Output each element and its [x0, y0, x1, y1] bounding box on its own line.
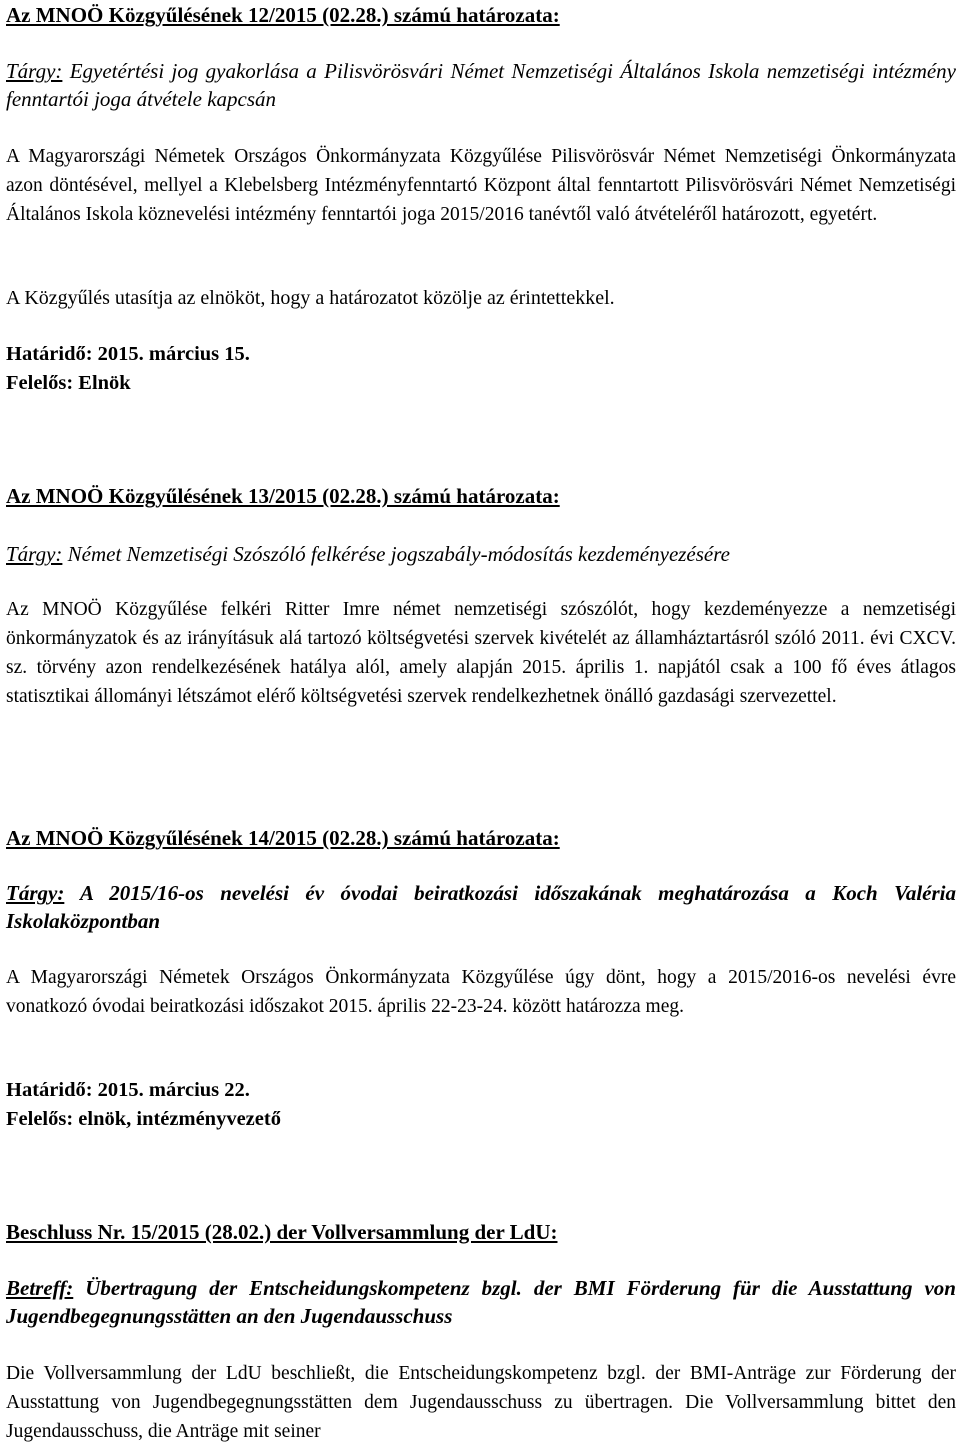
res15-subject-label: Betreff: — [6, 1276, 74, 1300]
res12-deadline: Határidő: 2015. március 15. — [6, 343, 250, 365]
res15-heading: Beschluss Nr. 15/2015 (28.02.) der Vollversammlung der LdU: — [6, 1220, 558, 1244]
res13-body: Az MNOÖ Közgyűlése felkéri Ritter Imre német nemzetiségi szószólót, hogy kezdeményezze a nemzetiségi önkormányzatok és az irányításuk alá tartozó költségvetési szervek kivételét az államháztartásról szóló 2011. évi CXCV. sz. törvény azon rendelkezésének hatálya alól, amely alapján 2015. április 1. napjától csak a 100 fő éves átlagos statisztikai állományi létszámot elérő költségvetési szervek rendelkezhetnek önálló gazdasági szervezettel. — [6, 599, 956, 707]
res13-subject-text: Német Nemzetiségi Szószóló felkérése jogszabály-módosítás kezdeményezésére — [62, 542, 730, 566]
res12-subject — [6, 57, 956, 113]
res12-instruction: A Közgyűlés utasítja az elnököt, hogy a határozatot közölje az érintettekkel. — [6, 287, 615, 309]
res15-subject — [6, 1274, 956, 1330]
res14-body: A Magyarországi Németek Országos Önkormányzata Közgyűlése úgy dönt, hogy a 2015/2016-os nevelési évre vonatkozó óvodai beiratkozási időszakot 2015. április 22-23-24. között határozza meg. — [6, 967, 956, 1017]
res14-subject — [6, 879, 956, 935]
res12-body: A Magyarországi Németek Országos Önkormányzata Közgyűlése Pilisvörösvár Német Nemzetiségi Önkormányzata azon döntésével, mellyel a Klebelsberg Intézményfenntartó Központ által fenntartott Pilisvörösvári Német Nemzetiségi Általános Iskola köznevelési intézmény fenntartói joga 2015/2016 tanévtől való átvételéről határozott, egyetért. — [6, 146, 956, 225]
res12-subject-label: Tárgy: — [6, 59, 63, 83]
res14-deadline: Határidő: 2015. március 22. — [6, 1079, 250, 1101]
res14-heading: Az MNOÖ Közgyűlésének 14/2015 (02.28.) számú határozata: — [6, 826, 560, 850]
res12-heading: Az MNOÖ Közgyűlésének 12/2015 (02.28.) számú határozata: — [6, 3, 560, 27]
res12-subject-text: Egyetértési jog gyakorlása a Pilisvörösvári Német Nemzetiségi Általános Iskola nemzetiségi intézmény fenntartói joga átvétele kapcsán — [6, 59, 956, 111]
res14-subject-text: A 2015/16-os nevelési év óvodai beiratkozási időszakának meghatározása a Koch Valéria Iskolaközpontban — [6, 881, 956, 933]
res14-subject-label: Tárgy: — [6, 881, 65, 905]
res14-responsible: Felelős: elnök, intézményvezető — [6, 1108, 281, 1130]
res13-subject — [6, 540, 956, 568]
res13-subject-label: Tárgy: — [6, 542, 63, 566]
res15-body: Die Vollversammlung der LdU beschließt, die Entscheidungskompetenz bzgl. der BMI-Anträge zur Förderung der Ausstattung von Jugendbegegnungsstätten dem Jugendausschuss zu übertragen. Die Vollversammlung bittet den Jugendausschuss, die Anträge mit seiner — [6, 1363, 956, 1442]
res13-heading: Az MNOÖ Közgyűlésének 13/2015 (02.28.) számú határozata: — [6, 484, 560, 508]
res12-responsible: Felelős: Elnök — [6, 372, 131, 394]
res15-subject-text: Übertragung der Entscheidungskompetenz bzgl. der BMI Förderung für die Ausstattung von Jugendbegegnungsstätten an den Jugendausschuss — [6, 1276, 956, 1328]
